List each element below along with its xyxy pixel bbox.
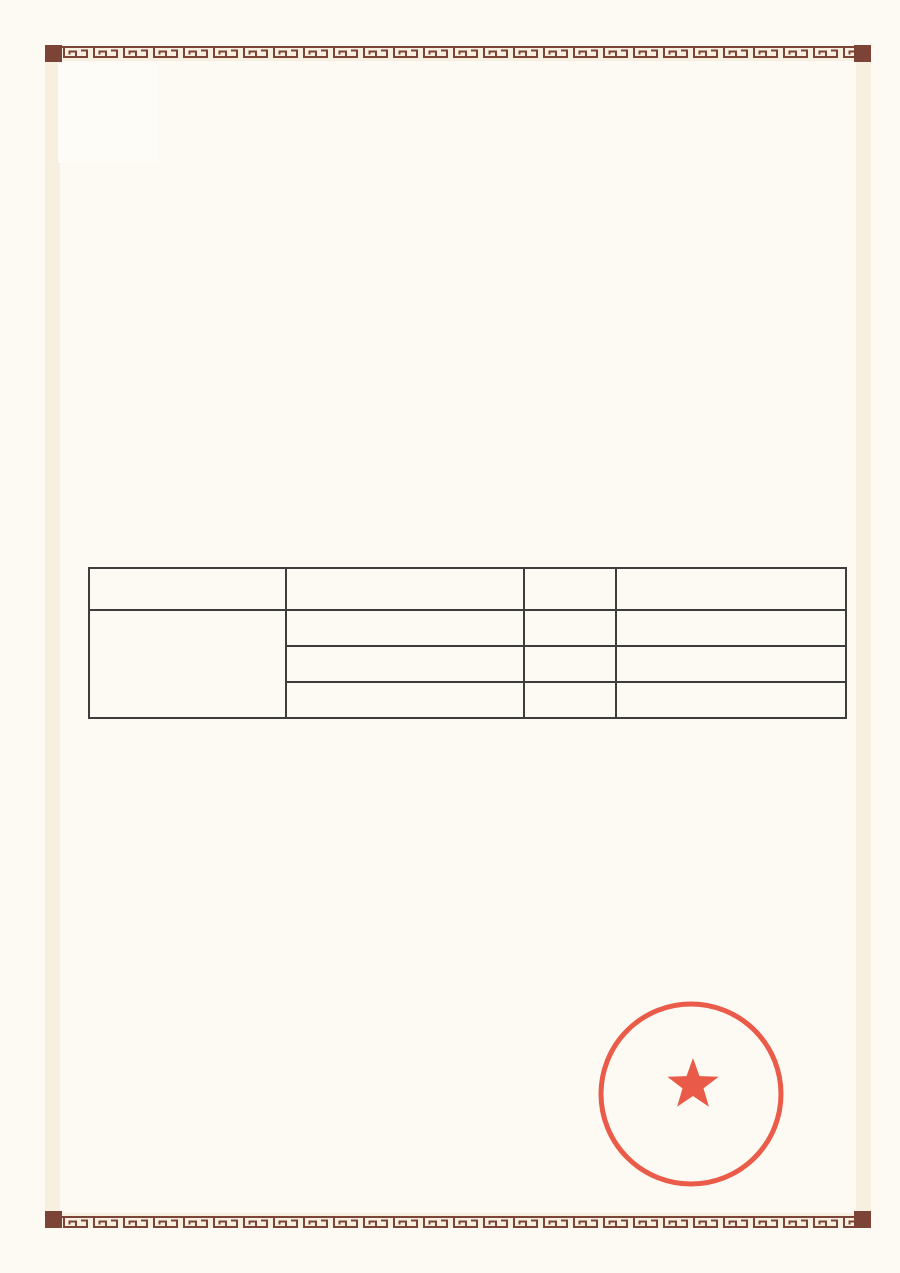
col-header-sub-item <box>286 568 524 610</box>
sub-item-cell <box>286 646 524 682</box>
col-header-parameter <box>524 568 616 610</box>
remark-cell <box>616 646 846 682</box>
license-number-line <box>538 306 550 332</box>
official-seal <box>575 983 810 1208</box>
license-table <box>88 567 847 719</box>
parameter-cell <box>524 646 616 682</box>
parameter-cell <box>524 610 616 646</box>
table-row <box>89 610 846 646</box>
parameter-cell <box>524 682 616 718</box>
sub-item-cell <box>286 610 524 646</box>
remark-cell <box>616 682 846 718</box>
seal-star-icon <box>667 1058 718 1107</box>
sub-item-cell <box>286 682 524 718</box>
col-header-project <box>89 568 286 610</box>
project-cell <box>89 610 286 718</box>
remark-cell <box>616 610 846 646</box>
table-header-row <box>89 568 846 610</box>
qr-code <box>58 63 158 163</box>
col-header-remark <box>616 568 846 610</box>
